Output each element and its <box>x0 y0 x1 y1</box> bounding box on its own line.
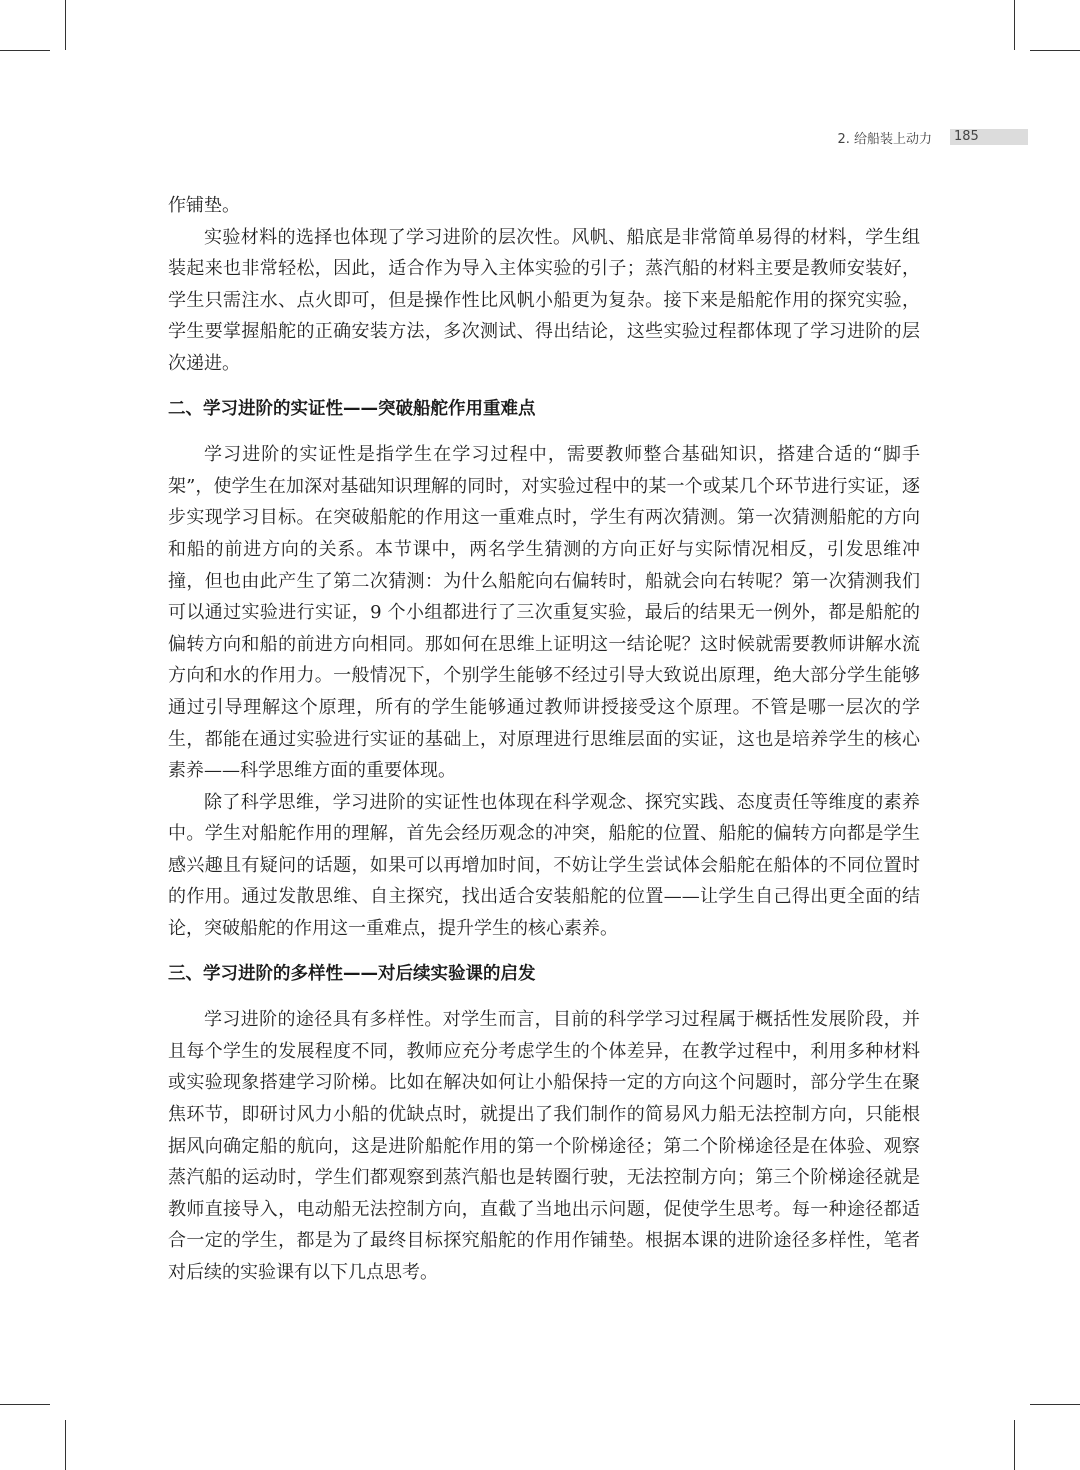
chapter-title: 2. 给船装上动力 <box>837 131 932 147</box>
page-number: 185 <box>950 129 1028 145</box>
crop-mark-bottom-left-horizontal <box>0 1404 50 1405</box>
section-heading-diversity: 三、学习进阶的多样性——对后续实验课的启发 <box>168 963 536 984</box>
paragraph-diversity: 学习进阶的途径具有多样性。对学生而言，目前的科学学习过程属于概括性发展阶段，并且每个学生的发展程度不同，教师应充分考虑学生的个体差异，在教学过程中，利用多种材料或实验现象搭建学习阶梯。比如在解决如何让小船保持一定的方向这个问题时，部分学生在聚焦环节，即研讨风力小船的优缺点时，就提出了我们制作的简易风力船无法控制方向，只能根据风向确定船的航向，这是进阶船舵作用的第一个阶梯途径；第二个阶梯途径是在体验、观察蒸汽船的运动时，学生们都观察到蒸汽船也是转圈行驶，无法控制方向；第三个阶梯途径就是教师直接导入，电动船无法控制方向，直截了当地出示问题，促使学生思考。每一种途径都适合一定的学生，都是为了最终目标探究船舵的作用作铺垫。根据本课的进阶途径多样性，笔者对后续的实验课有以下几点思考。 <box>168 1009 920 1283</box>
running-head <box>837 128 1028 146</box>
crop-mark-top-left-vertical <box>65 0 66 50</box>
paragraph-evidence-2: 除了科学思维，学习进阶的实证性也体现在科学观念、探究实践、态度责任等维度的素养中。学生对船舵作用的理解，首先会经历观念的冲突，船舵的位置、船舵的偏转方向都是学生感兴趣且有疑问的话题，如果可以再增加时间，不妨让学生尝试体会船舵在船体的不同位置时的作用。通过发散思维、自主探究，找出适合安装船舵的位置——让学生自己得出更全面的结论，突破船舵的作用这一重难点，提升学生的核心素养。 <box>168 791 920 940</box>
crop-mark-top-right-horizontal <box>1030 50 1080 51</box>
paragraph-evidence-1: 学习进阶的实证性是指学生在学习过程中，需要教师整合基础知识，搭建合适的“脚手架”，使学生在加深对基础知识理解的同时，对实验过程中的某一个或某几个环节进行实证，逐步实现学习目标。在突破船舵的作用这一重难点时，学生有两次猜测。第一次猜测船舵的方向和船的前进方向的关系。本节课中，两名学生猜测的方向正好与实际情况相反，引发思维冲撞，但也由此产生了第二次猜测：为什么船舵向右偏转时，船就会向右转呢？第一次猜测我们可以通过实验进行实证，9 个小组都进行了三次重复实验，最后的结果无一例外，都是船舵的偏转方向和船的前进方向相同。那如何在思维上证明这一结论呢？这时候就需要教师讲解水流方向和水的作用力。一般情况下，个别学生能够不经过引导大致说出原理，绝大部分学生能够通过引导理解这个原理，所有的学生能够通过教师讲授接受这个原理。不管是哪一层次的学生，都能在通过实验进行实证的基础上，对原理进行思维层面的实证，这也是培养学生的核心素养——科学思维方面的重要体现。 <box>168 444 920 782</box>
crop-mark-bottom-right-horizontal <box>1030 1404 1080 1405</box>
page-body <box>168 190 920 1289</box>
paragraph-materials: 实验材料的选择也体现了学习进阶的层次性。风帆、船底是非常简单易得的材料，学生组装起来也非常轻松，因此，适合作为导入主体实验的引子；蒸汽船的材料主要是教师安装好，学生只需注水、点火即可，但是操作性比风帆小船更为复杂。接下来是船舵作用的探究实验，学生要掌握船舵的正确安装方法，多次测试、得出结论，这些实验过程都体现了学习进阶的层次递进。 <box>168 226 920 374</box>
section-heading-evidence: 二、学习进阶的实证性——突破船舵作用重难点 <box>168 398 536 419</box>
crop-mark-bottom-right-vertical <box>1014 1420 1015 1470</box>
crop-mark-bottom-left-vertical <box>65 1420 66 1470</box>
crop-mark-top-left-horizontal <box>0 50 50 51</box>
crop-mark-top-right-vertical <box>1014 0 1015 50</box>
paragraph-continued: 作铺垫。 <box>168 195 240 216</box>
